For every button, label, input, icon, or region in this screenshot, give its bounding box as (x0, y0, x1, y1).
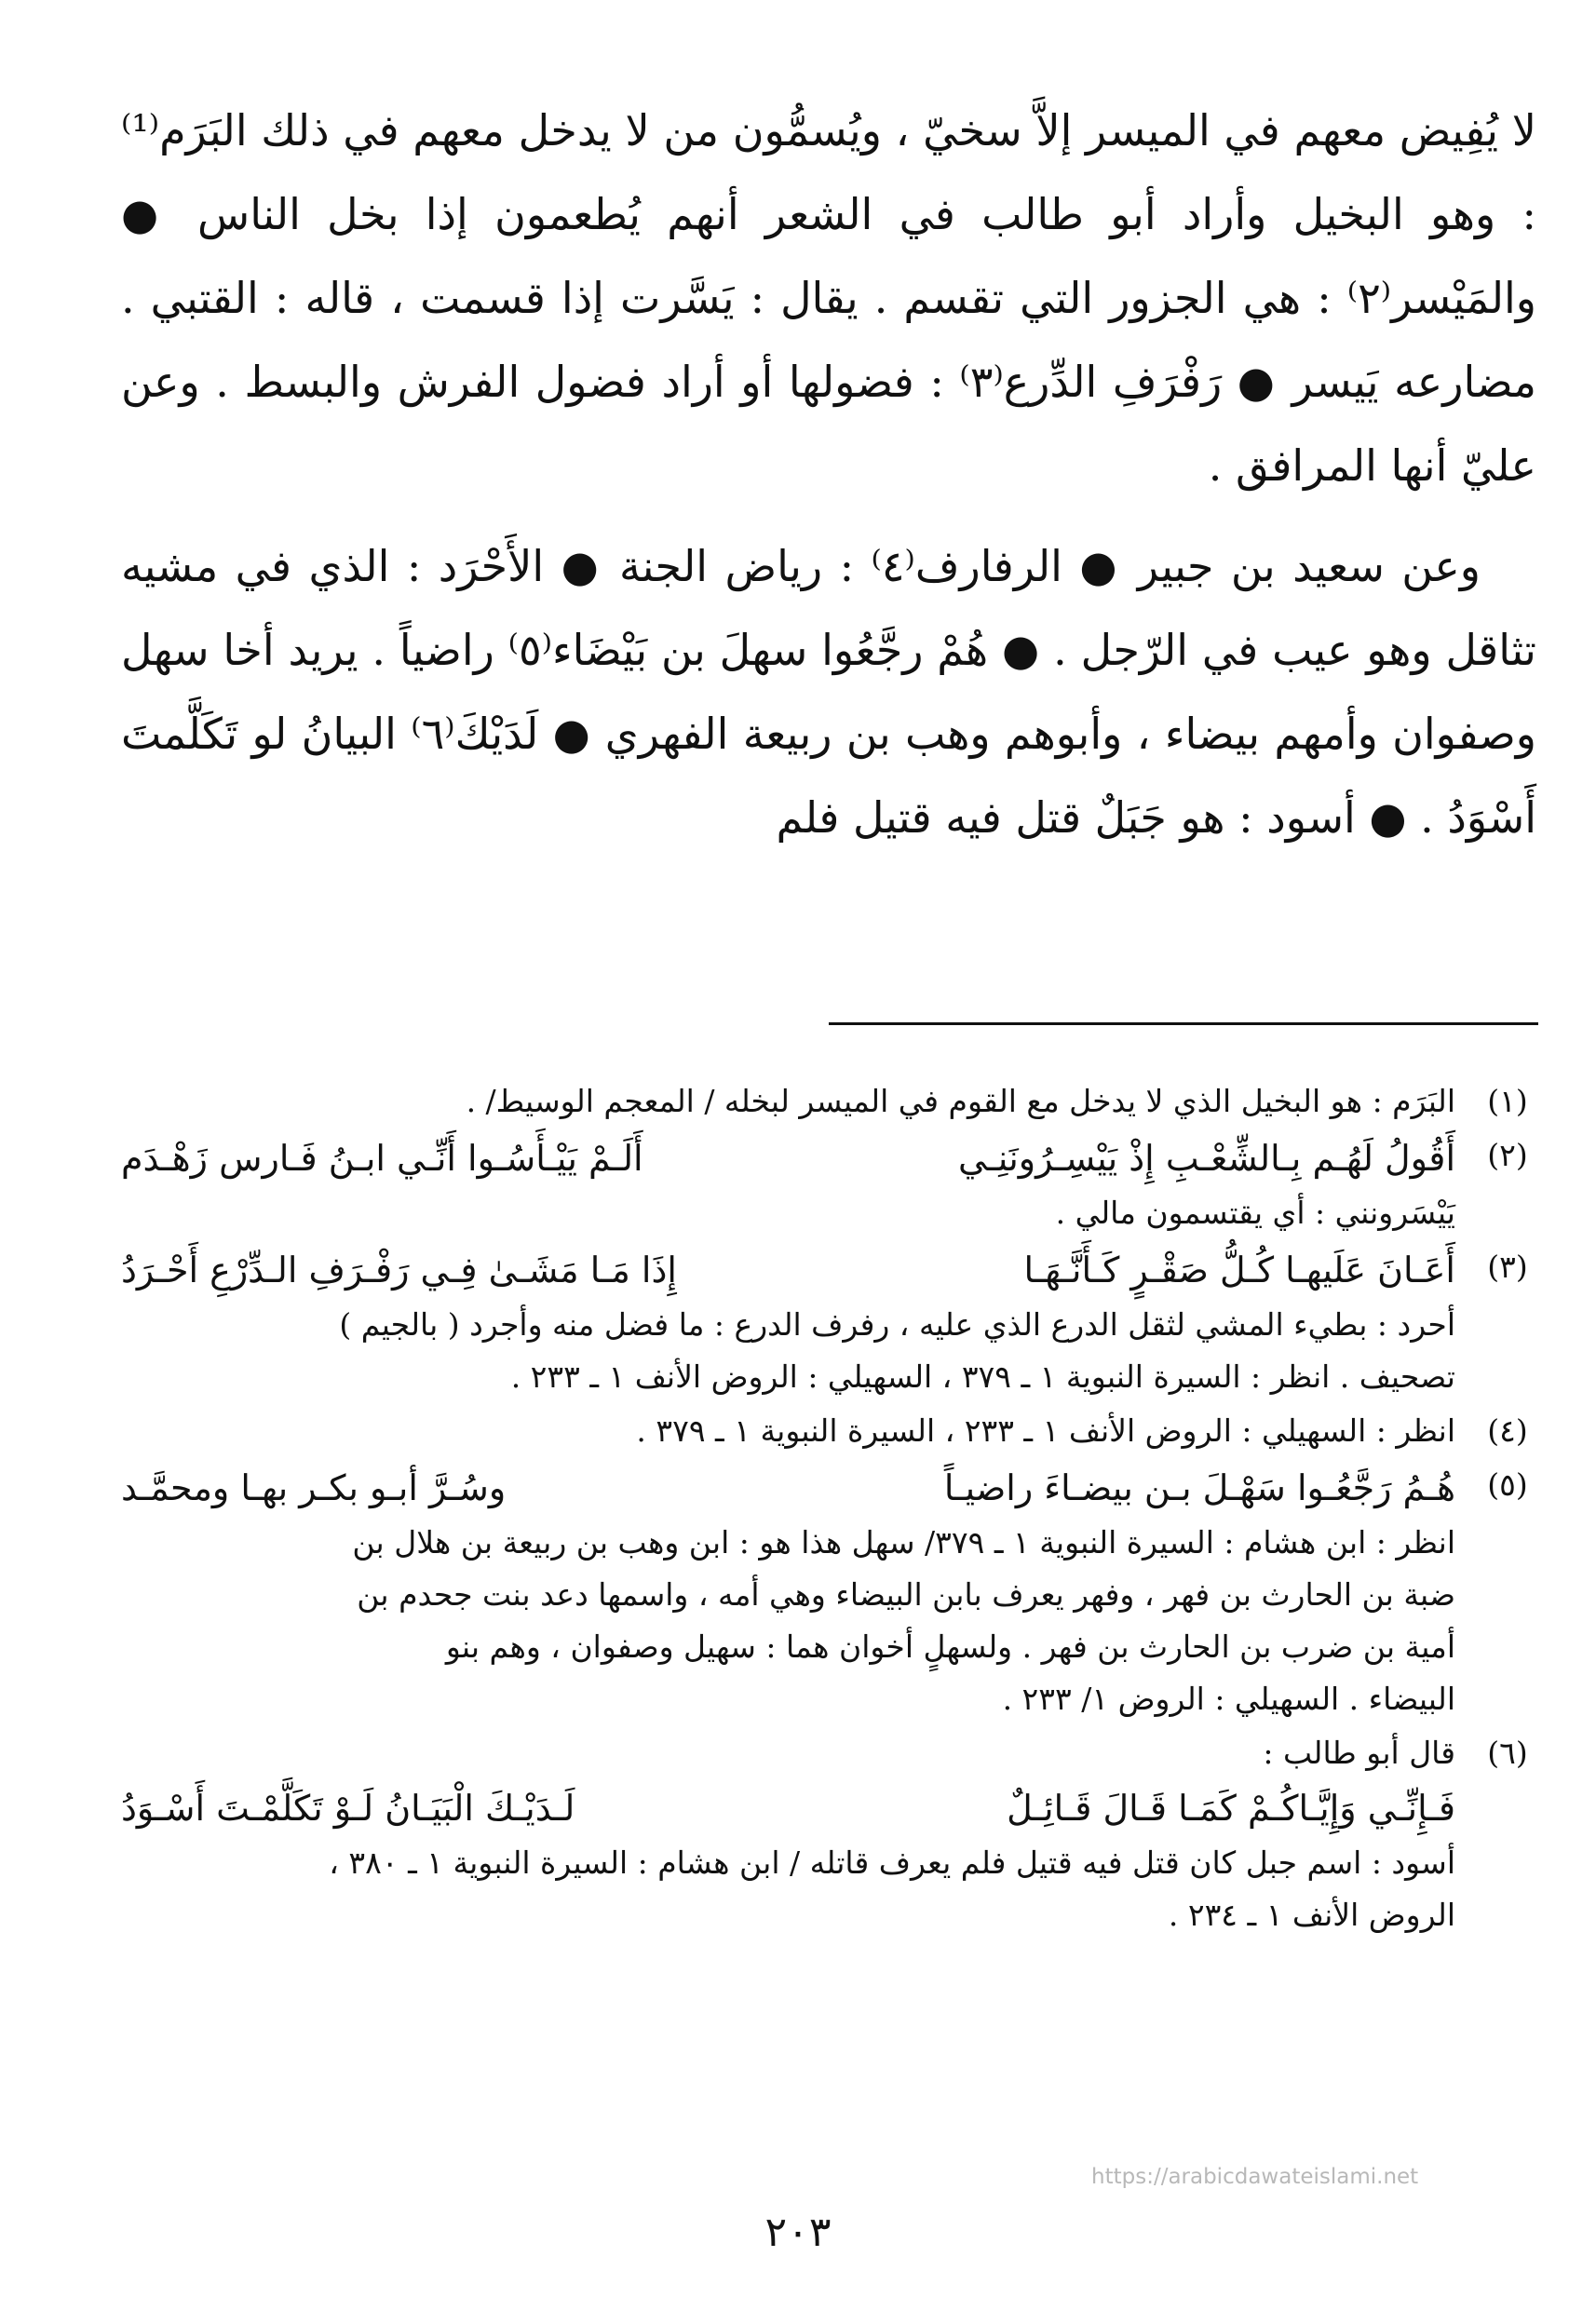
verse-second-hemistich: وسُـرَّ أبـو بكـر بهـا ومحمَّـد (121, 1467, 507, 1508)
verse-first-hemistich: أَعَـانَ عَلَيهـا كُـلُّ صَقْـرٍ كَـأَنَّـهَـا (1023, 1250, 1455, 1290)
footnote-line: قال أبو طالب : (1263, 1735, 1455, 1771)
footnote-5 (121, 1459, 1541, 1725)
footnote-number: (٢) (1487, 1137, 1528, 1173)
footnote-line: أحرد : بطيء المشي لثقل الدرع الذي عليه ، رفرف الدرع : ما فضل منه وأجرد ( بالجيم ) (339, 1306, 1455, 1343)
footnote-line: البيضاء . السهيلي : الروض ١/ ٢٣٣ . (1002, 1681, 1455, 1717)
footnote-line: انظر : السهيلي : الروض الأنف ١ ـ ٢٣٣ ، السيرة النبوية ١ ـ ٣٧٩ . (636, 1412, 1455, 1449)
verse-first-hemistich: أَقُولُ لَهُـم بِـالشِّعْـبِ إِذْ يَيْسِـرُونَنِـي (957, 1138, 1455, 1179)
footnote-line: البَرَم : هو البخيل الذي لا يدخل مع القوم في الميسر لبخله / المعجم الوسيط/ . (466, 1083, 1455, 1119)
verse-first-hemistich: هُـمُ رَجَّعُـوا سَهْـلَ بـن بيضـاءَ راضيـاً (943, 1467, 1455, 1508)
footnote-number: (٤) (1487, 1412, 1528, 1449)
footnote-line: انظر : ابن هشام : السيرة النبوية ١ ـ ٣٧٩/ سهل هذا هو : ابن وهب بن ربيعة بن هلال بن (352, 1524, 1455, 1561)
verse-second-hemistich: إِذَا مَـا مَشَـىٰ فِـي رَفْـرَفِ الـدِّرْعِ أَحْـرَدُ (121, 1250, 677, 1290)
footnote-line: أمية بن ضرب بن الحارث بن فهر . ولسهلٍ أخوان هما : سهيل وصفوان ، وهم بنو (445, 1628, 1455, 1665)
footnote-3 (121, 1241, 1541, 1403)
footnote-number: (٦) (1487, 1735, 1528, 1771)
main-text (121, 88, 1536, 859)
poem-verse (121, 1241, 1455, 1299)
footnote-1 (121, 1075, 1541, 1128)
footnotes (121, 1075, 1541, 1943)
poem-verse (121, 1459, 1455, 1517)
verse-second-hemistich: أَلَـمْ يَيْـأَسُـوا أَنِّـي ابـنُ فَـارس زَهْـدَم (121, 1138, 643, 1179)
footnote-line: أسود : اسم جبل كان قتل فيه قتيل فلم يعرف قاتله / ابن هشام : السيرة النبوية ١ ـ ٣٨٠ ، (329, 1844, 1455, 1881)
poem-verse (121, 1129, 1455, 1187)
page-number: ٢٠٣ (764, 2209, 832, 2256)
footnote-6 (121, 1727, 1541, 1941)
verse-first-hemistich: فَـإِنِّـي وَإِيَّـاكُـمْ كَمَـا قَـالَ قَـائِـلٌ (1007, 1788, 1455, 1829)
footnote-number: (٣) (1487, 1249, 1528, 1285)
footnote-line: يَيْسَرونني : أي يقتسمون مالي . (1055, 1195, 1455, 1231)
main-paragraph-2: وعن سعيد بن جبير ● الرفارف⁽٤⁾ : رياض الجنة ● الأَحْرَد : الذي في مشيه تثاقل وهو عيب في الرّجل . ● هُمْ رجَّعُوا سهلَ بن بَيْضَاء⁽٥⁾ راضياً . يريد أخا سهل وصفوان وأمهم بيضاء ، وأبوهم وهب بن ربيعة الفهري ● لَدَيْكَ⁽٦⁾ البيانُ لو تَكَلَّمتَ أَسْوَدُ . ● أسود : هو جَبَلٌ قتل فيه قتيل فلم (121, 541, 1536, 843)
footnote-line: الروض الأنف ١ ـ ٢٣٤ . (1168, 1897, 1455, 1933)
footnote-line: تصحيف . انظر : السيرة النبوية ١ ـ ٣٧٩ ، السهيلي : الروض الأنف ١ ـ ٢٣٣ . (510, 1358, 1455, 1395)
footnote-line: ضبة بن الحارث بن فهر ، وفهر يعرف بابن البيضاء وهي أمه ، واسمها دعد بنت جحدم بن (357, 1576, 1455, 1613)
footnote-number: (٥) (1487, 1466, 1528, 1503)
poem-verse (121, 1779, 1455, 1837)
verse-second-hemistich: لَـدَيْـكَ الْبَيَـانُ لَـوْ تَكَلَّمْـتَ أَسْـوَدُ (121, 1788, 575, 1829)
footnote-number: (١) (1487, 1083, 1528, 1119)
footnote-4 (121, 1405, 1541, 1457)
footnote-2 (121, 1129, 1541, 1239)
footnote-separator (829, 1022, 1538, 1025)
watermark-url: https://arabicdawateislami.net (1091, 2165, 1419, 2189)
main-paragraph-1: لا يُفِيض معهم في الميسر إلاَّ سخيّ ، ويُسمُّون من لا يدخل معهم في ذلك البَرَم⁽¹⁾ : وهو البخيل وأراد أبو طالب في الشعر أنهم يُطعمون إذا بخل الناس ● والمَيْسر⁽٢⁾ : هي الجزور التي تقسم . يقال : يَسَّرت إذا قسمت ، قاله : القتبي . مضارعه يَيسر ● رَفْرَفِ الدِّرع⁽٣⁾ : فضولها أو أراد فضول الفرش والبسط . وعن عليّ أنها المرافق . (121, 105, 1536, 491)
